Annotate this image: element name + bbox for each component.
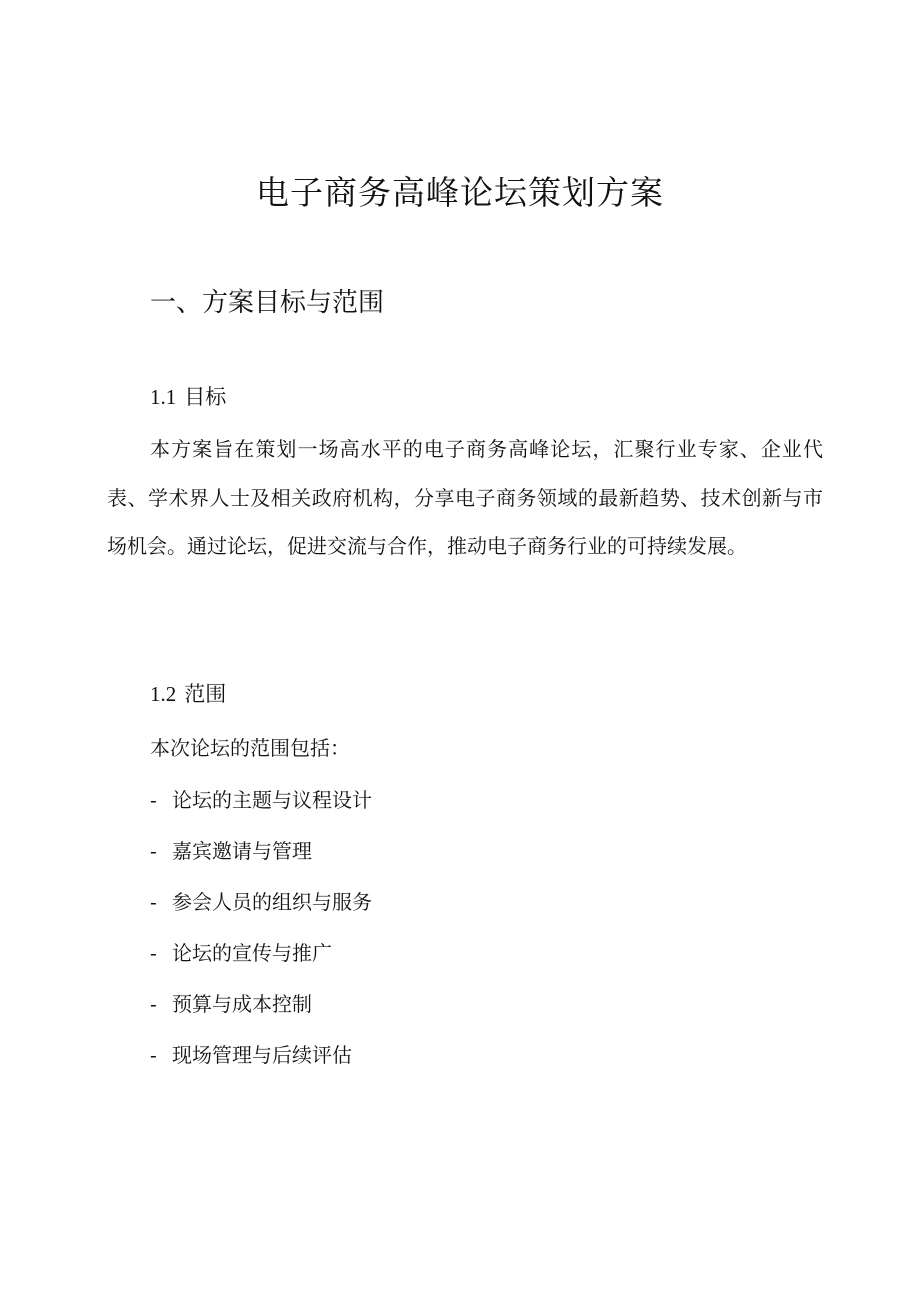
subsection-label: 范围 [184, 682, 227, 706]
list-item [150, 835, 372, 886]
section-heading: 一、方案目标与范围 [150, 288, 385, 318]
list-item [150, 937, 372, 988]
goal-paragraph: 本方案旨在策划一场高水平的电子商务高峰论坛，汇聚行业专家、企业代表、学术界人士及相关政府机构，分享电子商务领域的最新趋势、技术创新与市场机会。通过论坛，促进交流与合作，推动电子商务行业的可持续发展。 [107, 437, 823, 558]
list-item-text: 预算与成本控制 [172, 992, 312, 1016]
scope-intro: 本次论坛的范围包括： [150, 736, 350, 760]
subsection-label: 目标 [184, 385, 227, 409]
list-item-text: 嘉宾邀请与管理 [172, 839, 312, 863]
bullet-dash: - [150, 1043, 157, 1067]
subsection-number: 1.2 [150, 682, 177, 706]
list-item-text: 现场管理与后续评估 [172, 1043, 352, 1067]
document-title: 电子商务高峰论坛策划方案 [256, 173, 664, 212]
list-item-text: 论坛的主题与议程设计 [172, 788, 372, 812]
bullet-dash: - [150, 992, 157, 1016]
list-item [150, 988, 372, 1039]
list-item-text: 参会人员的组织与服务 [172, 890, 372, 914]
list-item-text: 论坛的宣传与推广 [172, 941, 332, 965]
bullet-dash: - [150, 941, 157, 965]
scope-list [150, 784, 372, 1090]
subsection-heading-goal [150, 381, 226, 413]
subsection-number: 1.1 [150, 385, 177, 409]
bullet-dash: - [150, 788, 157, 812]
list-item [150, 784, 372, 835]
subsection-heading-scope [150, 678, 226, 710]
bullet-dash: - [150, 839, 157, 863]
list-item [150, 886, 372, 937]
bullet-dash: - [150, 890, 157, 914]
list-item [150, 1039, 372, 1090]
